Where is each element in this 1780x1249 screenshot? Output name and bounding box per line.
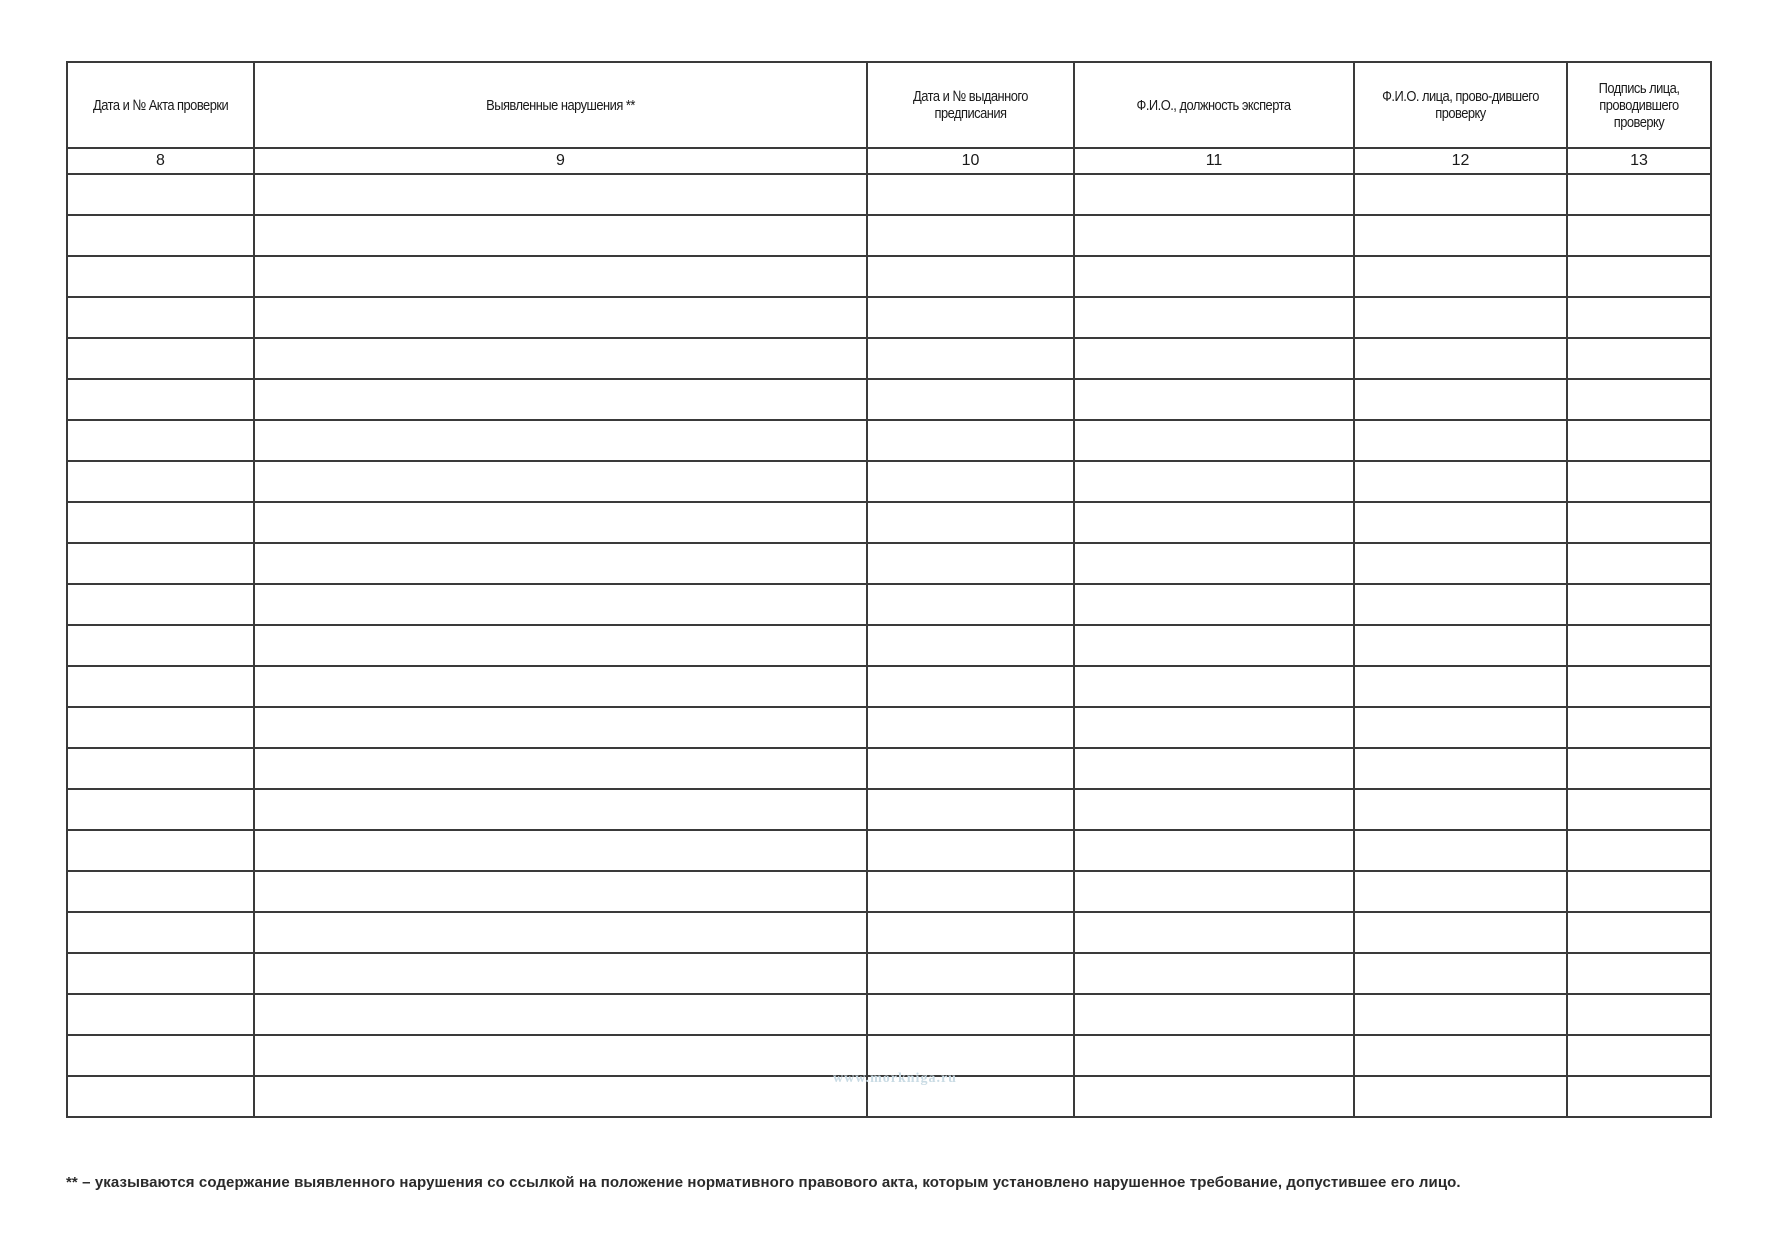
table-cell[interactable] (254, 543, 867, 584)
table-cell[interactable] (254, 871, 867, 912)
header-violations: Выявленные нарушения ** (254, 62, 867, 148)
table-cell[interactable] (867, 666, 1074, 707)
table-cell[interactable] (67, 912, 254, 953)
table-cell[interactable] (67, 707, 254, 748)
table-cell[interactable] (1354, 461, 1567, 502)
inspection-register-table (66, 61, 1712, 1118)
table-cell[interactable] (67, 215, 254, 256)
table-cell[interactable] (1074, 625, 1354, 666)
table-cell[interactable] (1354, 1035, 1567, 1076)
table-row (67, 666, 1711, 707)
table-cell[interactable] (67, 297, 254, 338)
table-cell[interactable] (1074, 420, 1354, 461)
table-row (67, 584, 1711, 625)
table-cell[interactable] (1074, 379, 1354, 420)
table-cell[interactable] (1074, 461, 1354, 502)
table-row (67, 830, 1711, 871)
table-cell[interactable] (67, 338, 254, 379)
table-cell[interactable] (67, 461, 254, 502)
table-cell[interactable] (867, 707, 1074, 748)
table-cell[interactable] (1567, 256, 1711, 297)
table-cell[interactable] (867, 748, 1074, 789)
table-cell[interactable] (254, 912, 867, 953)
table-cell[interactable] (867, 420, 1074, 461)
table-cell[interactable] (1354, 297, 1567, 338)
table-cell[interactable] (1354, 748, 1567, 789)
table-row (67, 1035, 1711, 1076)
table-cell[interactable] (1074, 215, 1354, 256)
table-cell[interactable] (1567, 461, 1711, 502)
table-cell[interactable] (254, 666, 867, 707)
table-cell[interactable] (254, 707, 867, 748)
table-cell[interactable] (67, 584, 254, 625)
table-cell[interactable] (67, 379, 254, 420)
table-cell[interactable] (1567, 543, 1711, 584)
column-number: 11 (1074, 148, 1354, 174)
table-cell[interactable] (1354, 502, 1567, 543)
table-cell[interactable] (1354, 707, 1567, 748)
header-act-date-number: Дата и № Акта проверки (67, 62, 254, 148)
table-row (67, 420, 1711, 461)
table-cell[interactable] (867, 256, 1074, 297)
table-cell[interactable] (254, 379, 867, 420)
table-cell[interactable] (867, 912, 1074, 953)
table-cell[interactable] (867, 215, 1074, 256)
table-row (67, 297, 1711, 338)
table-cell[interactable] (1354, 584, 1567, 625)
table-row (67, 338, 1711, 379)
table-cell[interactable] (1567, 830, 1711, 871)
table-row (67, 953, 1711, 994)
header-inspector-name: Ф.И.О. лица, прово-дившего проверку (1354, 62, 1567, 148)
table-cell[interactable] (1074, 789, 1354, 830)
table-cell[interactable] (1074, 748, 1354, 789)
table-cell[interactable] (1354, 420, 1567, 461)
table-cell[interactable] (1567, 379, 1711, 420)
table-body (67, 174, 1711, 1117)
table-cell[interactable] (1354, 953, 1567, 994)
table-cell[interactable] (67, 871, 254, 912)
table-cell[interactable] (1567, 953, 1711, 994)
table-cell[interactable] (1567, 912, 1711, 953)
table-cell[interactable] (1567, 871, 1711, 912)
table-cell[interactable] (254, 953, 867, 994)
table-cell[interactable] (1567, 297, 1711, 338)
table-cell[interactable] (867, 379, 1074, 420)
table-cell[interactable] (1567, 338, 1711, 379)
table-cell[interactable] (1074, 666, 1354, 707)
table-cell[interactable] (1354, 543, 1567, 584)
table-cell[interactable] (867, 584, 1074, 625)
column-number: 10 (867, 148, 1074, 174)
table-cell[interactable] (254, 789, 867, 830)
column-number: 9 (254, 148, 867, 174)
table-cell[interactable] (1354, 994, 1567, 1035)
table-cell[interactable] (1354, 666, 1567, 707)
table-cell[interactable] (1567, 1035, 1711, 1076)
table-cell[interactable] (254, 748, 867, 789)
table-cell[interactable] (867, 994, 1074, 1035)
table-row (67, 871, 1711, 912)
table-cell[interactable] (254, 461, 867, 502)
table-cell[interactable] (1074, 830, 1354, 871)
table-cell[interactable] (67, 748, 254, 789)
table-cell[interactable] (67, 174, 254, 215)
table-cell[interactable] (1567, 994, 1711, 1035)
table-cell[interactable] (867, 338, 1074, 379)
table-cell[interactable] (254, 174, 867, 215)
table-cell[interactable] (867, 461, 1074, 502)
table-cell[interactable] (254, 1035, 867, 1076)
table-cell[interactable] (67, 502, 254, 543)
table-row (67, 461, 1711, 502)
table-cell[interactable] (1354, 830, 1567, 871)
table-row (67, 912, 1711, 953)
table-cell[interactable] (254, 584, 867, 625)
table-cell[interactable] (67, 830, 254, 871)
table-cell[interactable] (67, 543, 254, 584)
table-row (67, 256, 1711, 297)
table-cell[interactable] (1567, 625, 1711, 666)
table-cell[interactable] (1074, 174, 1354, 215)
table-cell[interactable] (254, 994, 867, 1035)
table-cell[interactable] (1354, 1076, 1567, 1117)
table-cell[interactable] (867, 297, 1074, 338)
table-row (67, 789, 1711, 830)
table-cell[interactable] (1567, 748, 1711, 789)
header-expert-name-position: Ф.И.О., должность эксперта (1074, 62, 1354, 148)
table-cell[interactable] (1354, 789, 1567, 830)
table-cell[interactable] (1567, 584, 1711, 625)
table-row (67, 994, 1711, 1035)
table-row (67, 502, 1711, 543)
watermark: www.morkniga.ru (833, 1071, 957, 1086)
header-order-date-number: Дата и № выданного предписания (867, 62, 1074, 148)
table-cell[interactable] (867, 502, 1074, 543)
table-cell[interactable] (254, 1076, 867, 1117)
table-cell[interactable] (67, 420, 254, 461)
table-cell[interactable] (1354, 338, 1567, 379)
table-row (67, 215, 1711, 256)
table-cell[interactable] (867, 871, 1074, 912)
table-cell[interactable] (1354, 174, 1567, 215)
table-cell[interactable] (1354, 625, 1567, 666)
table-cell[interactable] (1074, 953, 1354, 994)
header-inspector-signature: Подпись лица, проводившего проверку (1567, 62, 1711, 148)
table-cell[interactable] (1074, 297, 1354, 338)
table-row (67, 748, 1711, 789)
footnote: ** – указываются содержание выявленного нарушения со ссылкой на положение нормативного правового акта, которым установлено нарушенное требование, допустившее его лицо. (66, 1174, 1461, 1191)
table-cell[interactable] (867, 174, 1074, 215)
table-row (67, 379, 1711, 420)
table-cell[interactable] (867, 1035, 1074, 1076)
table-cell[interactable] (254, 420, 867, 461)
table-cell[interactable] (1074, 871, 1354, 912)
table-cell[interactable] (67, 789, 254, 830)
table-cell[interactable] (1354, 379, 1567, 420)
table-header-row (67, 62, 1711, 148)
table-cell[interactable] (1074, 707, 1354, 748)
table-row (67, 174, 1711, 215)
table-cell[interactable] (254, 215, 867, 256)
table-cell[interactable] (254, 502, 867, 543)
table-cell[interactable] (254, 256, 867, 297)
table-cell[interactable] (1074, 543, 1354, 584)
column-number-row (67, 148, 1711, 174)
table-cell[interactable] (254, 338, 867, 379)
table-cell[interactable] (1074, 1035, 1354, 1076)
table-cell[interactable] (1354, 912, 1567, 953)
table-cell[interactable] (254, 297, 867, 338)
table-cell[interactable] (1074, 584, 1354, 625)
table-cell[interactable] (67, 256, 254, 297)
table-cell[interactable] (254, 830, 867, 871)
table-cell[interactable] (67, 1035, 254, 1076)
table-cell[interactable] (1074, 502, 1354, 543)
table-cell[interactable] (867, 830, 1074, 871)
table-cell[interactable] (867, 625, 1074, 666)
table-cell[interactable] (1567, 502, 1711, 543)
table-cell[interactable] (1074, 994, 1354, 1035)
table-cell[interactable] (67, 1076, 254, 1117)
table-row (67, 543, 1711, 584)
table-cell[interactable] (1567, 1076, 1711, 1117)
table-row (67, 625, 1711, 666)
table-cell[interactable] (867, 543, 1074, 584)
column-number: 13 (1567, 148, 1711, 174)
table-cell[interactable] (1074, 912, 1354, 953)
table-cell[interactable] (67, 994, 254, 1035)
table-cell[interactable] (1074, 1076, 1354, 1117)
table-cell[interactable] (67, 666, 254, 707)
table-cell[interactable] (1567, 215, 1711, 256)
table-cell[interactable] (1074, 256, 1354, 297)
table-cell[interactable] (1354, 215, 1567, 256)
table-cell[interactable] (867, 953, 1074, 994)
column-number: 8 (67, 148, 254, 174)
table-cell[interactable] (1567, 420, 1711, 461)
table-cell[interactable] (1567, 174, 1711, 215)
table-cell[interactable] (67, 953, 254, 994)
table-cell[interactable] (254, 625, 867, 666)
table-cell[interactable] (1567, 789, 1711, 830)
table-cell[interactable] (1074, 338, 1354, 379)
table-cell[interactable] (1354, 256, 1567, 297)
table-cell[interactable] (1567, 666, 1711, 707)
table-row (67, 707, 1711, 748)
table-cell[interactable] (1354, 871, 1567, 912)
table-cell[interactable] (67, 625, 254, 666)
table-cell[interactable] (1567, 707, 1711, 748)
table-cell[interactable] (867, 789, 1074, 830)
column-number: 12 (1354, 148, 1567, 174)
